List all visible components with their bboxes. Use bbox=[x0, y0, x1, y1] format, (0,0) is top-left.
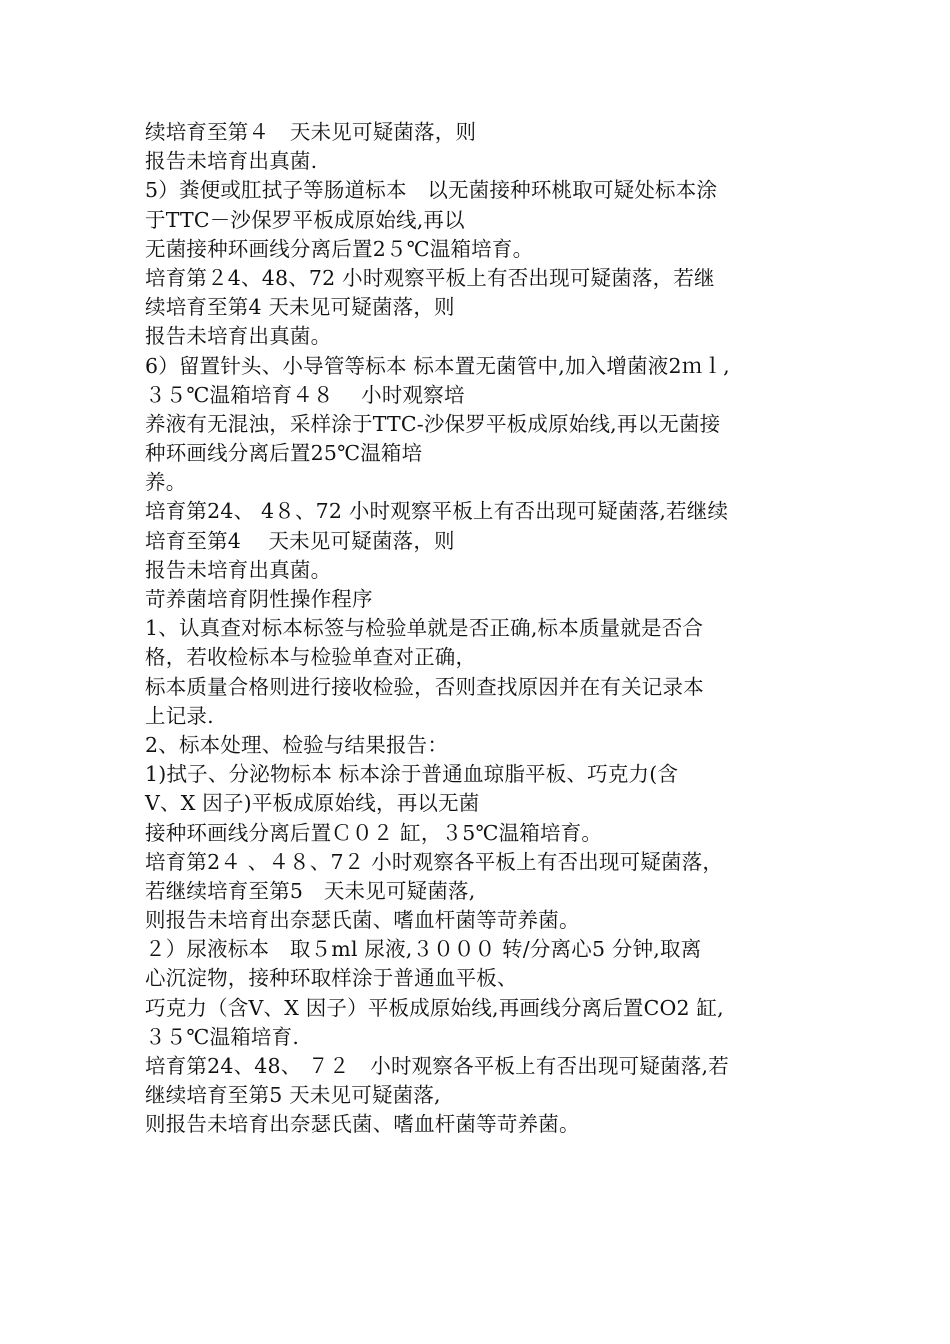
text-line: 心沉淀物，接种环取样涂于普通血平板、 bbox=[145, 966, 518, 991]
text-line: 标本质量合格则进行接收检验，否则查找原因并在有关记录本 bbox=[145, 674, 704, 699]
text-line: 若继续培育至第5 天未见可疑菌落, bbox=[145, 878, 476, 903]
section-heading: 苛养菌培育阴性操作程序 bbox=[145, 587, 373, 611]
text-line: 接种环画线分离后置Ｃ０２ 缸，３5℃温箱培育。 bbox=[145, 820, 603, 845]
text-line: V、X 因子)平板成原始线，再以无菌 bbox=[145, 791, 480, 816]
text-line: 报告未培育出真菌。 bbox=[145, 324, 332, 349]
text-line: 种环画线分离后置25℃温箱培 bbox=[145, 441, 423, 466]
document-body bbox=[145, 118, 835, 1140]
text-line: 续培育至第４ 天未见可疑菌落，则 bbox=[145, 120, 477, 144]
text-line: 则报告未培育出奈瑟氏菌、嗜血杆菌等苛养菌。 bbox=[145, 1112, 580, 1137]
text-line: ３５℃温箱培育４８ 小时观察培 bbox=[145, 382, 465, 407]
text-line: 1、认真查对标本标签与检验单就是否正确,标本质量就是否合 bbox=[145, 616, 704, 641]
text-line: 续培育至第4 天未见可疑菌落，则 bbox=[145, 295, 455, 320]
text-line: ３５℃温箱培育. bbox=[145, 1024, 300, 1049]
text-line: 报告未培育出真菌. bbox=[145, 149, 318, 174]
text-line: 养。 bbox=[145, 470, 187, 495]
text-line: 培育第24、 4８、72 小时观察平板上有否出现可疑菌落,若继续 bbox=[145, 499, 729, 524]
text-line: 2、标本处理、检验与结果报告： bbox=[145, 732, 449, 757]
text-line: 于TTC－沙保罗平板成原始线,再以 bbox=[145, 207, 465, 232]
text-line: 格，若收检标本与检验单查对正确， bbox=[145, 645, 477, 670]
text-line: 巧克力（含V、X 因子）平板成原始线,再画线分离后置CO2 缸, bbox=[145, 995, 724, 1020]
text-line: 则报告未培育出奈瑟氏菌、嗜血杆菌等苛养菌。 bbox=[145, 908, 580, 933]
text-line: 5）粪便或肛拭子等肠道标本 以无菌接种环桃取可疑处标本涂 bbox=[145, 178, 718, 203]
text-line: 报告未培育出真菌。 bbox=[145, 557, 332, 582]
text-line: 无菌接种环画线分离后置2５℃温箱培育。 bbox=[145, 236, 534, 261]
text-line: 6）留置针头、小导管等标本 标本置无菌管中,加入增菌液2ｍｌ, bbox=[145, 353, 730, 378]
text-line: 养液有无混浊，采样涂于TTC-沙保罗平板成原始线,再以无菌接 bbox=[145, 411, 721, 436]
text-line: 上记录. bbox=[145, 703, 214, 728]
text-line: 1)拭子、分泌物标本 标本涂于普通血琼脂平板、巧克力(含 bbox=[145, 762, 679, 787]
text-line: 培育至第4 天未见可疑菌落，则 bbox=[145, 528, 455, 553]
text-line: 培育第24、48、 ７２ 小时观察各平板上有否出现可疑菌落,若 bbox=[145, 1054, 729, 1078]
text-line: 继续培育至第5 天未见可疑菌落, bbox=[145, 1083, 441, 1108]
text-line: 培育第２4、48、72 小时观察平板上有否出现可疑菌落，若继 bbox=[145, 265, 715, 290]
text-line: 培育第2４ 、４８、7２ 小时观察各平板上有否出现可疑菌落， bbox=[145, 849, 724, 874]
text-line: ２）尿液标本 取５ml 尿液,３０００ 转/分离心5 分钟,取离 bbox=[145, 937, 702, 962]
